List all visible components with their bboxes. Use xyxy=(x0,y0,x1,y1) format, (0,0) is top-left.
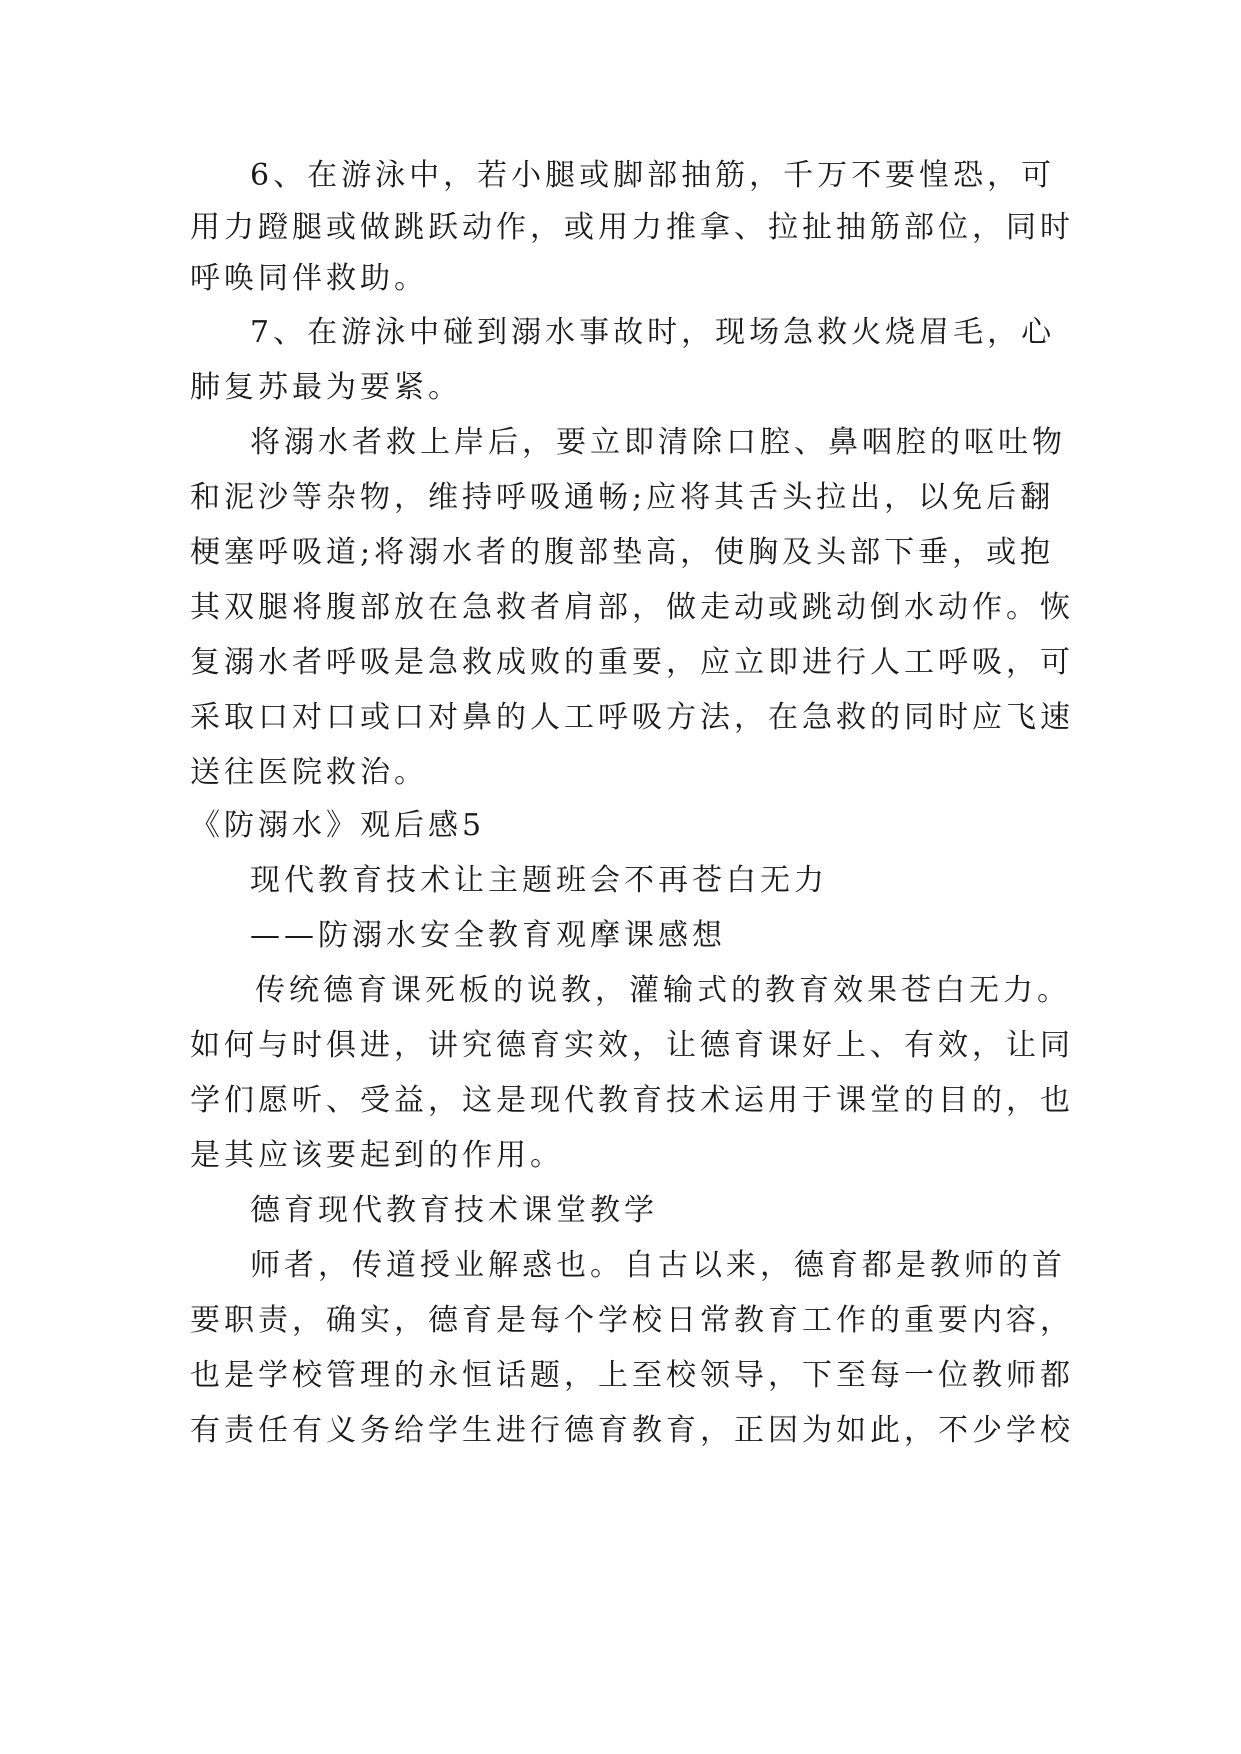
paragraph-rescue-line-5: 复溺水者呼吸是急救成败的重要，应立即进行人工呼吸，可 xyxy=(190,645,1074,680)
paragraph-rescue-line-3: 梗塞呼吸道;将溺水者的腹部垫高，使胸及头部下垂，或抱 xyxy=(190,535,1055,570)
paragraph-rescue-line-1: 将溺水者救上岸后，要立即清除口腔、鼻咽腔的呕吐物 xyxy=(250,425,1066,460)
paragraph-7-line-1: 7、在游泳中碰到溺水事故时，现场急救火烧眉毛，心 xyxy=(250,315,1056,350)
paragraph-teacher-line-4: 有责任有义务给学生进行德育教育，正因为如此，不少学校 xyxy=(190,1413,1074,1448)
paragraph-6-line-1: 6、在游泳中，若小腿或脚部抽筋，千万不要惶恐，可 xyxy=(250,158,1056,193)
paragraph-rescue-line-4: 其双腿将腹部放在急救者肩部，做走动或跳动倒水动作。恢 xyxy=(190,590,1074,625)
section-heading: 《防溺水》观后感5 xyxy=(190,808,486,843)
paragraph-intro-line-4: 是其应该要起到的作用。 xyxy=(190,1138,564,1173)
paragraph-intro-line-3: 学们愿听、受益，这是现代教育技术运用于课堂的目的，也 xyxy=(190,1083,1074,1118)
paragraph-rescue-line-2: 和泥沙等杂物，维持呼吸通畅;应将其舌头拉出，以免后翻 xyxy=(190,480,1055,515)
paragraph-6-line-2: 用力蹬腿或做跳跃动作，或用力推拿、拉扯抽筋部位，同时 xyxy=(190,210,1074,245)
article-subtitle: ——防溺水安全教育观摩课感想 xyxy=(250,918,726,953)
article-title: 现代教育技术让主题班会不再苍白无力 xyxy=(250,863,828,898)
paragraph-intro-line-2: 如何与时俱进，讲究德育实效，让德育课好上、有效，让同 xyxy=(190,1028,1074,1063)
paragraph-rescue-line-6: 采取口对口或口对鼻的人工呼吸方法，在急救的同时应飞速 xyxy=(190,700,1074,735)
paragraph-6-line-3: 呼唤同伴救助。 xyxy=(190,261,428,296)
paragraph-rescue-line-7: 送往医院救治。 xyxy=(190,755,428,790)
paragraph-teacher-line-3: 也是学校管理的永恒话题，上至校领导，下至每一位教师都 xyxy=(190,1358,1074,1393)
paragraph-teacher-line-2: 要职责，确实，德育是每个学校日常教育工作的重要内容， xyxy=(190,1303,1074,1338)
paragraph-teacher-line-1: 师者，传道授业解惑也。自古以来，德育都是教师的首 xyxy=(250,1248,1066,1283)
keywords-line: 德育现代教育技术课堂教学 xyxy=(250,1193,658,1228)
paragraph-intro-line-1: 传统德育课死板的说教，灌输式的教育效果苍白无力。 xyxy=(255,973,1071,1008)
paragraph-7-line-2: 肺复苏最为要紧。 xyxy=(190,370,462,405)
